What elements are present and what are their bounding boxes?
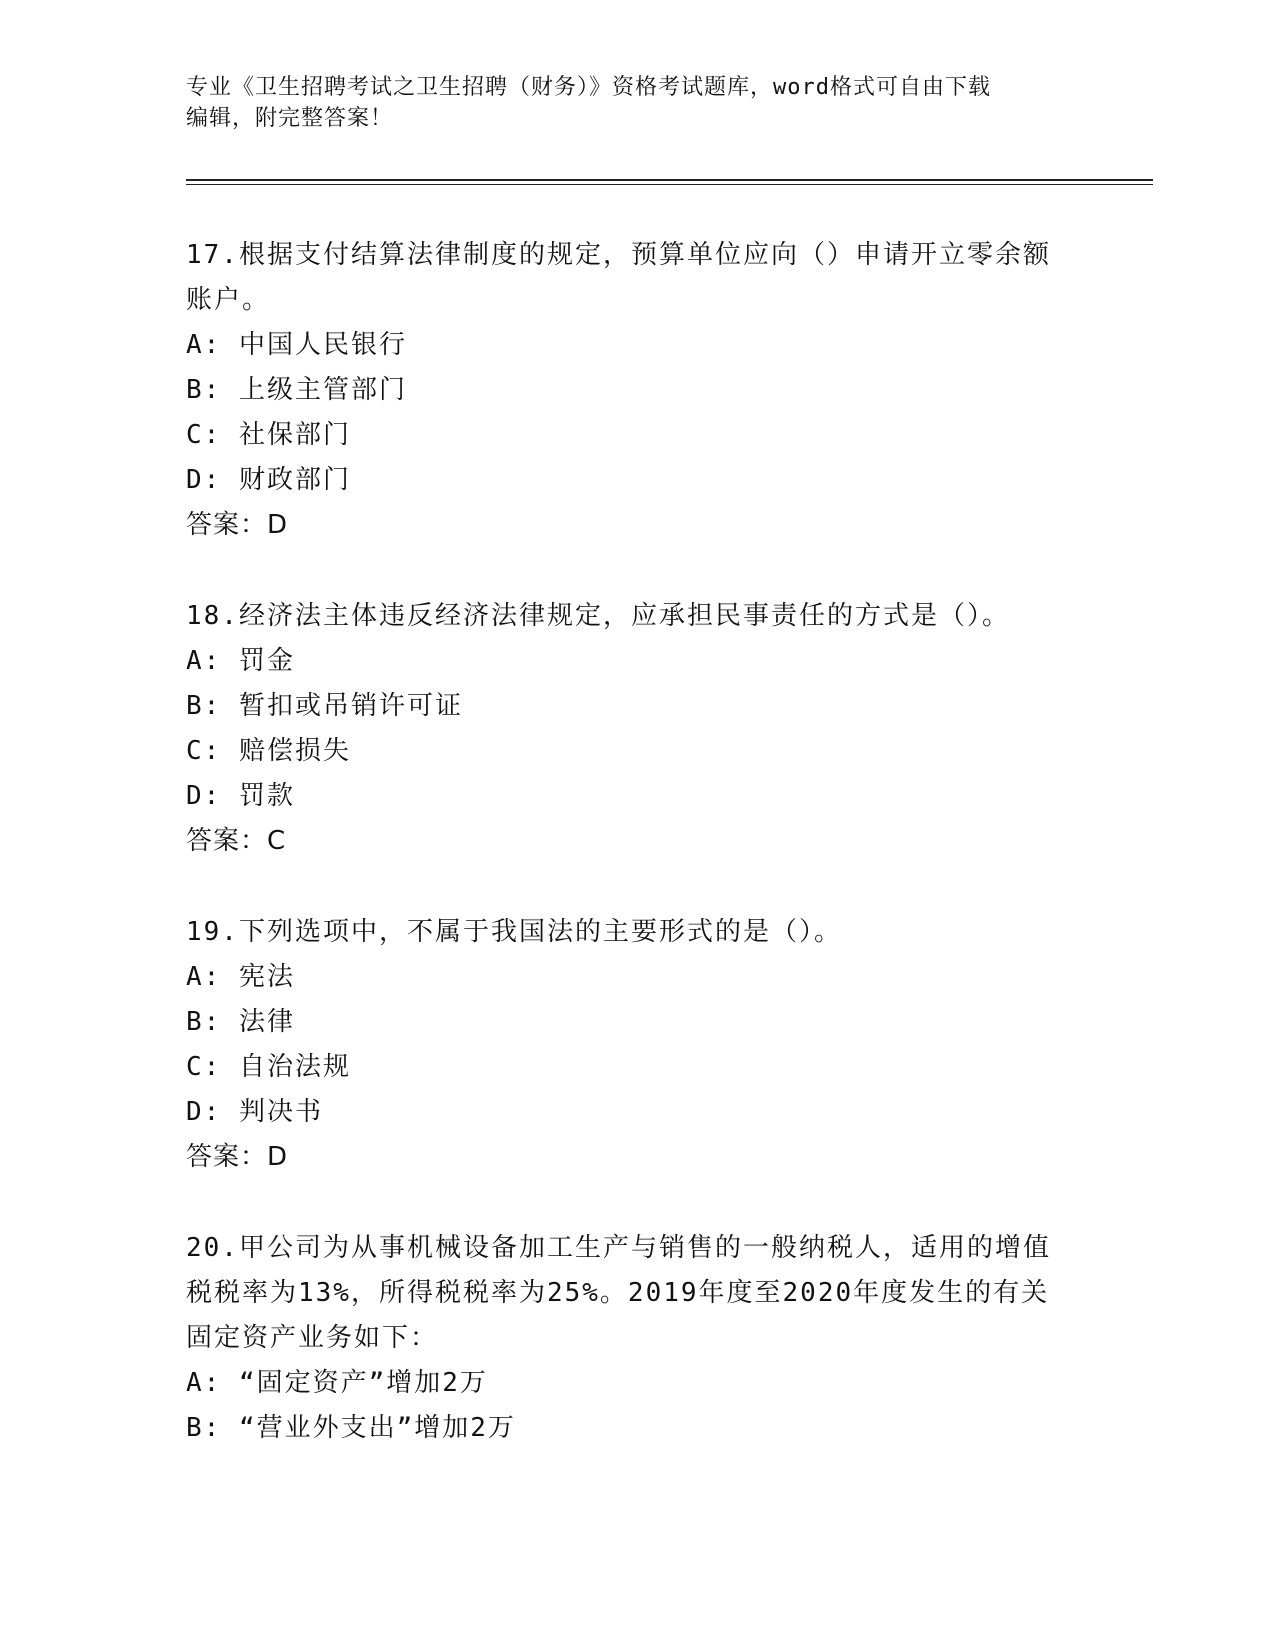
option-b: B: 上级主管部门 [186, 375, 407, 405]
spacer [186, 548, 1086, 594]
question-text-line: 税税率为13%，所得税税率为25%。2019年度至2020年度发生的有关 [186, 1278, 1050, 1308]
option-b: B: 暂扣或吊销许可证 [186, 691, 463, 721]
option-b: B: 法律 [186, 1007, 295, 1037]
header-divider-thick [186, 179, 1153, 181]
question-19 [186, 910, 1086, 1180]
option-c: C: 赔偿损失 [186, 736, 351, 766]
question-text-line: 19.下列选项中，不属于我国法的主要形式的是（）。 [186, 917, 842, 947]
question-text [186, 910, 1066, 955]
question-text-line: 固定资产业务如下： [186, 1323, 439, 1353]
question-text [186, 233, 1066, 323]
option-c: C: 社保部门 [186, 420, 351, 450]
option-a: A: “固定资产”增加2万 [186, 1368, 488, 1398]
answer: 答案：D [186, 510, 289, 540]
header-line-2: 编辑，附完整答案！ [186, 106, 394, 131]
question-18 [186, 594, 1086, 864]
option-b: B: “营业外支出”增加2万 [186, 1413, 516, 1443]
answer: 答案：C [186, 826, 287, 856]
option-c: C: 自治法规 [186, 1052, 351, 1082]
option-a: A: 中国人民银行 [186, 330, 407, 360]
header-line-1: 专业《卫生招聘考试之卫生招聘（财务）》资格考试题库，word格式可自由下载 [186, 75, 991, 100]
answer: 答案：D [186, 1142, 289, 1172]
spacer [186, 1180, 1086, 1226]
option-d: D: 财政部门 [186, 465, 351, 495]
spacer [186, 864, 1086, 910]
question-text [186, 1226, 1066, 1361]
option-d: D: 判决书 [186, 1097, 323, 1127]
option-a: A: 宪法 [186, 962, 295, 992]
question-text-line: 17.根据支付结算法律制度的规定，预算单位应向（）申请开立零余额 [186, 240, 1051, 270]
header-divider-thin [186, 184, 1153, 185]
option-a: A: 罚金 [186, 646, 295, 676]
question-text-line: 20.甲公司为从事机械设备加工生产与销售的一般纳税人，适用的增值 [186, 1233, 1051, 1263]
document-header [186, 72, 1086, 134]
question-20 [186, 1226, 1086, 1451]
question-list [186, 233, 1086, 1451]
question-text-line: 账户。 [186, 285, 271, 315]
question-text [186, 594, 1066, 639]
question-17 [186, 233, 1086, 548]
option-d: D: 罚款 [186, 781, 295, 811]
question-text-line: 18.经济法主体违反经济法律规定，应承担民事责任的方式是（）。 [186, 601, 1010, 631]
